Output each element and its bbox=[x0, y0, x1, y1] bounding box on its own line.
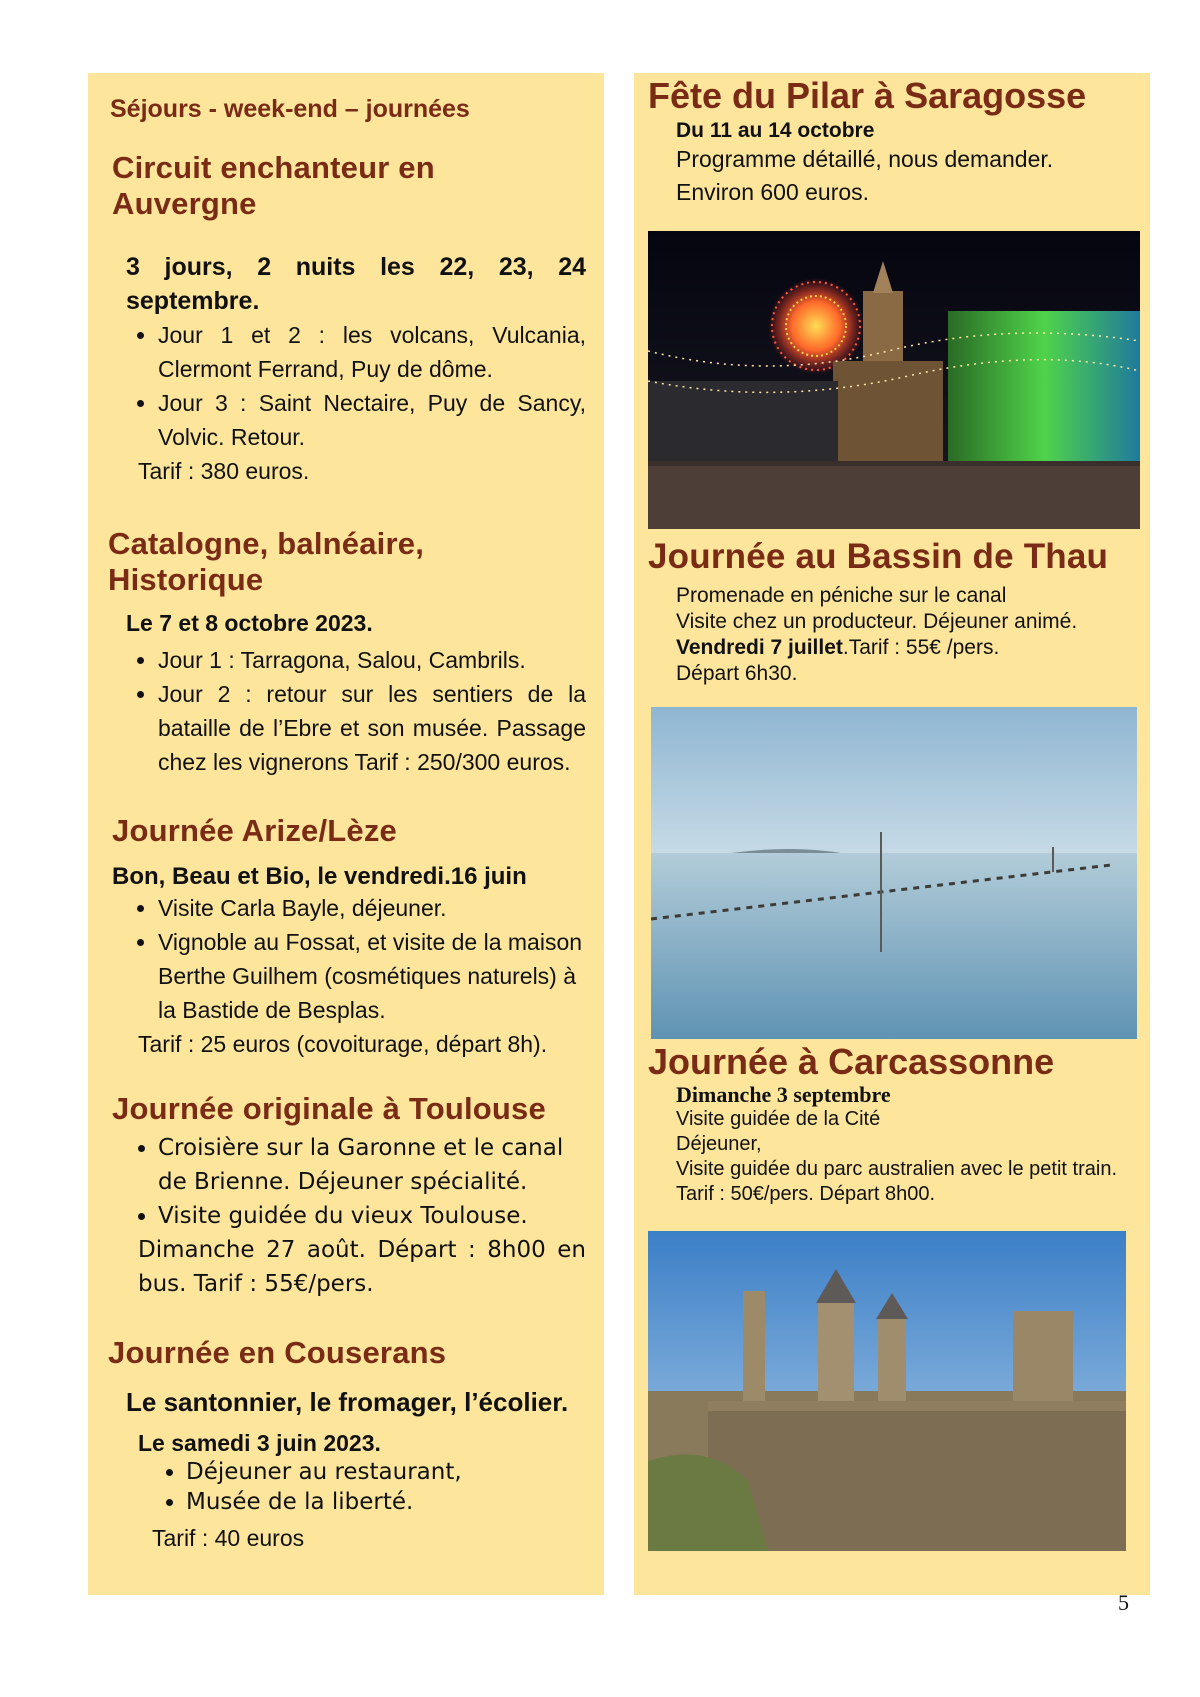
toulouse-details: Dimanche 27 août. Départ : 8h00 en bus. Tarif : 55€/pers. bbox=[138, 1237, 586, 1297]
carcassonne-title: Journée à Carcassonne bbox=[648, 1041, 1055, 1082]
carcassonne-date: Dimanche 3 septembre bbox=[676, 1082, 891, 1107]
list-item: • Jour 2 : retour sur les sentiers de la bataille de l’Ebre et son musée. Passage chez les vignerons Tarif : 250/300 euros. bbox=[158, 677, 586, 779]
right-column bbox=[634, 73, 1150, 1595]
list-item: • Visite Carla Bayle, déjeuner. bbox=[158, 891, 586, 925]
auvergne-list bbox=[112, 318, 586, 454]
thau-line1: Promenade en péniche sur le canal bbox=[676, 584, 1007, 607]
carcassonne-line1: Visite guidée de la Cité bbox=[676, 1108, 881, 1130]
couserans-title: Journée en Couserans bbox=[108, 1335, 447, 1370]
thau-date: Vendredi 7 juillet bbox=[676, 636, 843, 659]
thau-price: .Tarif : 55€ /pers. bbox=[842, 636, 1000, 659]
pilar-title: Fête du Pilar à Saragosse bbox=[648, 75, 1087, 116]
thau-depart: Départ 6h30. bbox=[676, 662, 798, 685]
carcassonne-citadel-photo bbox=[648, 1231, 1126, 1551]
carcassonne-line4: Tarif : 50€/pers. Départ 8h00. bbox=[676, 1183, 936, 1205]
saragossa-fireworks-photo bbox=[648, 231, 1140, 529]
carcassonne-line2: Déjeuner, bbox=[676, 1133, 762, 1155]
arize-price: Tarif : 25 euros (covoiturage, départ 8h). bbox=[138, 1031, 548, 1057]
catalogne-dates: Le 7 et 8 octobre 2023. bbox=[126, 610, 373, 636]
auvergne-dates: 3 jours, 2 nuits les 22, 23, 24 septembre. bbox=[126, 253, 586, 315]
section-title: Séjours - week-end – journées bbox=[110, 95, 470, 123]
couserans-price: Tarif : 40 euros bbox=[152, 1525, 305, 1551]
list-item: • Visite guidée du vieux Toulouse. bbox=[158, 1199, 586, 1233]
thau-title: Journée au Bassin de Thau bbox=[648, 537, 1109, 576]
list-item: • Musée de la liberté. bbox=[186, 1487, 586, 1517]
auvergne-price: Tarif : 380 euros. bbox=[138, 458, 310, 484]
pilar-dates: Du 11 au 14 octobre bbox=[676, 119, 875, 142]
pilar-line2: Environ 600 euros. bbox=[676, 179, 870, 205]
couserans-list bbox=[140, 1457, 586, 1517]
arize-subtitle: Bon, Beau et Bio, le vendredi.16 juin bbox=[112, 863, 527, 890]
arize-list bbox=[112, 891, 586, 1027]
toulouse-title: Journée originale à Toulouse bbox=[112, 1091, 546, 1126]
list-item: • Jour 3 : Saint Nectaire, Puy de Sancy, Volvic. Retour. bbox=[158, 386, 586, 454]
arize-title: Journée Arize/Lèze bbox=[112, 813, 397, 848]
list-item: • Déjeuner au restaurant, bbox=[186, 1457, 586, 1487]
thau-date-line bbox=[676, 635, 1136, 661]
couserans-date: Le samedi 3 juin 2023. bbox=[138, 1430, 381, 1456]
page-number: 5 bbox=[1118, 1590, 1129, 1615]
list-item: • Vignoble au Fossat, et visite de la maison Berthe Guilhem (cosmétiques naturels) à la Bastide de Besplas. bbox=[158, 925, 586, 1027]
auvergne-title: Circuit enchanteur en Auvergne bbox=[112, 150, 435, 221]
list-item: • Jour 1 et 2 : les volcans, Vulcania, Clermont Ferrand, Puy de dôme. bbox=[158, 318, 586, 386]
thau-lagoon-photo bbox=[651, 707, 1137, 1039]
toulouse-list bbox=[112, 1131, 586, 1233]
catalogne-list bbox=[112, 643, 586, 779]
left-column bbox=[88, 73, 604, 1595]
couserans-subtitle: Le santonnier, le fromager, l’écolier. bbox=[126, 1387, 569, 1417]
pilar-line1: Programme détaillé, nous demander. bbox=[676, 146, 1054, 172]
thau-line2: Visite chez un producteur. Déjeuner animé. bbox=[676, 610, 1078, 633]
list-item: • Croisière sur la Garonne et le canal de Brienne. Déjeuner spécialité. bbox=[158, 1131, 586, 1199]
catalogne-title: Catalogne, balnéaire, Historique bbox=[108, 526, 425, 597]
list-item: • Jour 1 : Tarragona, Salou, Cambrils. bbox=[158, 643, 586, 677]
carcassonne-line3: Visite guidée du parc australien avec le petit train. bbox=[676, 1158, 1118, 1180]
